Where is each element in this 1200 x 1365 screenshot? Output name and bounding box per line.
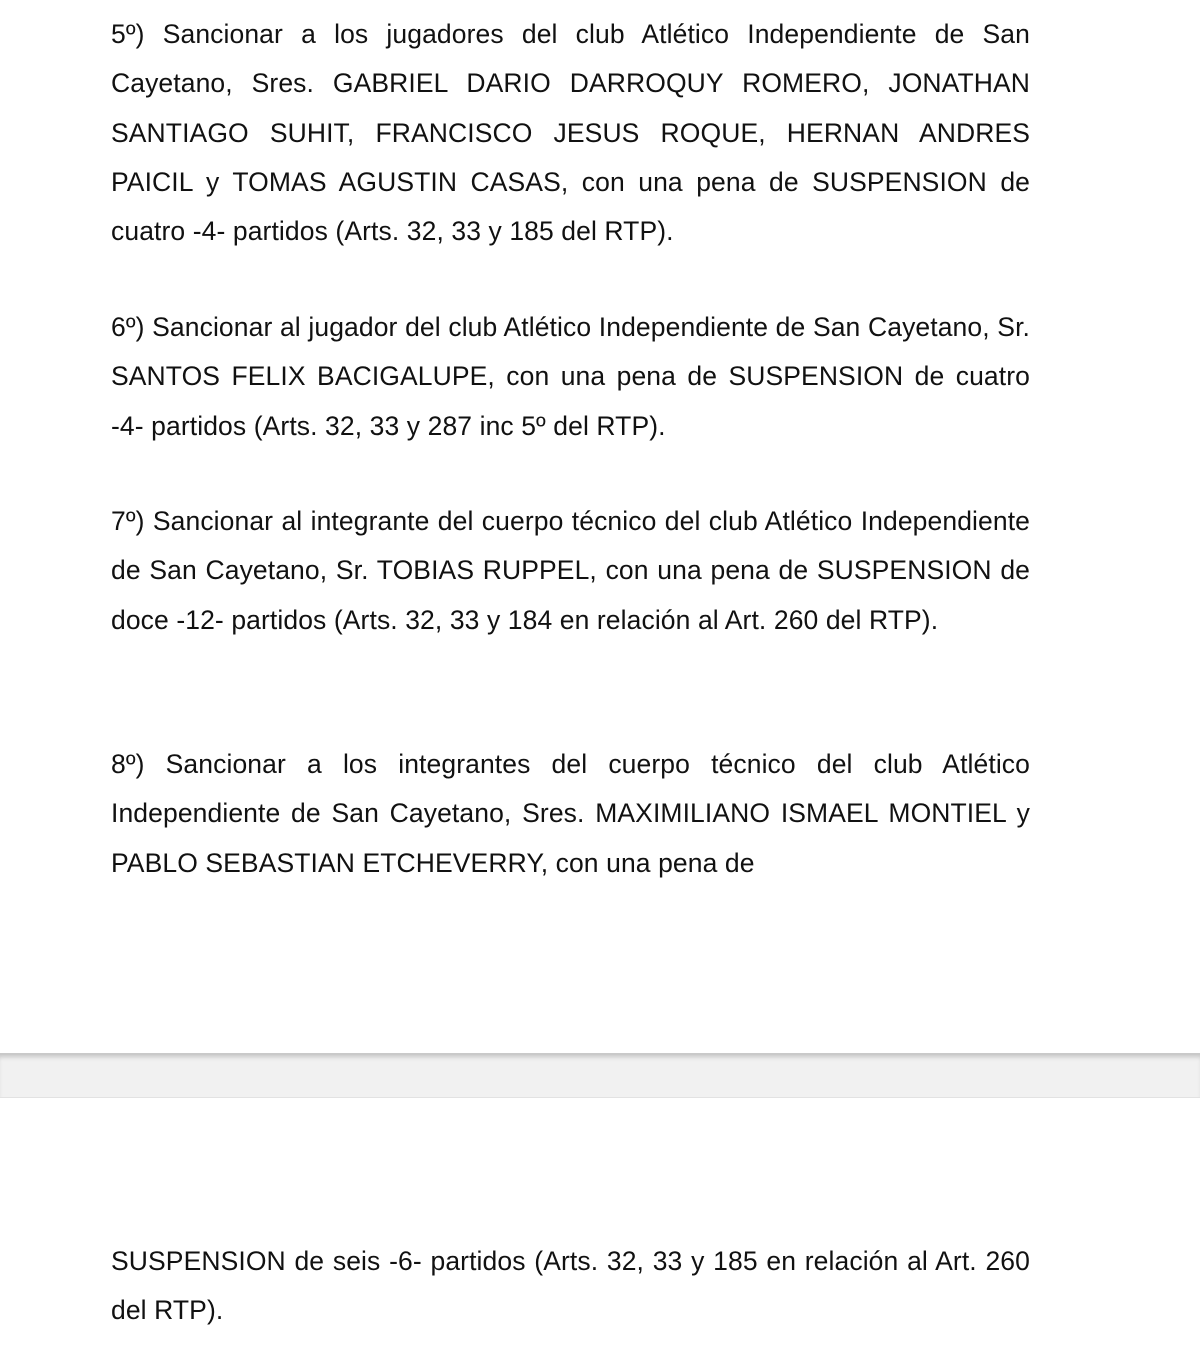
- document-page-2: [0, 1098, 1200, 1365]
- resolution-paragraph-8: 8º) Sancionar a los integrantes del cuerpo técnico del club Atlético Independiente de San Cayetano, Sres. MAXIMILIANO ISMAEL MONTIEL y PABLO SEBASTIAN ETCHEVERRY, con una pena de: [111, 749, 1030, 878]
- resolution-paragraph-6: 6º) Sancionar al jugador del club Atlético Independiente de San Cayetano, Sr. SANTOS FELIX BACIGALUPE, con una pena de SUSPENSION de cuatro -4- partidos (Arts. 32, 33 y 287 inc 5º del RTP).: [111, 312, 1030, 441]
- resolution-paragraph-5: 5º) Sancionar a los jugadores del club Atlético Independiente de San Cayetano, Sres. GABRIEL DARIO DARROQUY ROMERO, JONATHAN SANTIAGO SUHIT, FRANCISCO JESUS ROQUE, HERNAN ANDRES PAICIL y TOMAS AGUSTIN CASAS, con una pena de SUSPENSION de cuatro -4- partidos (Arts. 32, 33 y 185 del RTP).: [111, 19, 1030, 247]
- resolution-paragraph-7: 7º) Sancionar al integrante del cuerpo técnico del club Atlético Independiente de San Cayetano, Sr. TOBIAS RUPPEL, con una pena de SUSPENSION de doce -12- partidos (Arts. 32, 33 y 184 en relación al Art. 260 del RTP).: [111, 506, 1030, 635]
- page-break-separator: [0, 1053, 1200, 1098]
- resolution-paragraph-8-continuation: SUSPENSION de seis -6- partidos (Arts. 32, 33 y 185 en relación al Art. 260 del RTP).: [111, 1246, 1030, 1326]
